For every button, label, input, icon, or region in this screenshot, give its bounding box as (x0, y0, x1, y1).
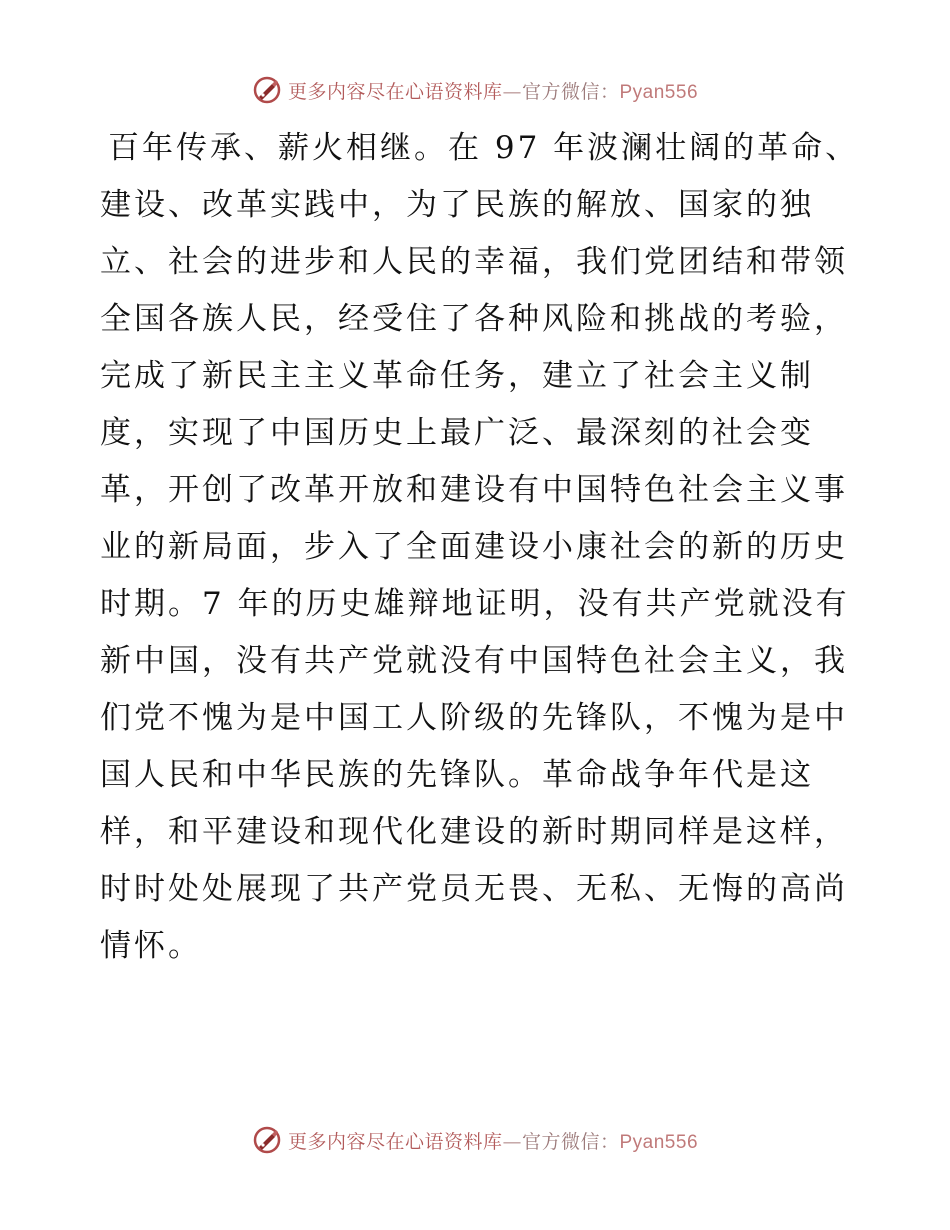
body-paragraph: 百年传承、薪火相继。在 97 年波澜壮阔的革命、建设、改革实践中，为了民族的解放、国家的独立、社会的进步和人民的幸福，我们党团结和带领全国各族人民，经受住了各种风险和挑战的考验，完成了新民主主义革命任务，建立了社会主义制度，实现了中国历史上最广泛、最深刻的社会变革，开创了改革开放和建设有中国特色社会主义事业的新局面，步入了全面建设小康社会的新的历史时期。7 年的历史雄辩地证明，没有共产党就没有新中国，没有共产党就没有中国特色社会主义，我们党不愧为是中国工人阶级的先锋队，不愧为是中国人民和中华民族的先锋队。革命战争年代是这样，和平建设和现代化建设的新时期同样是这样，时时处处展现了共产党员无畏、无私、无悔的高尚情怀。 (100, 130, 860, 964)
header-banner-lead: 更多内容尽在心语资料库 (287, 80, 503, 103)
pen-nib-logo-icon (252, 1125, 282, 1155)
footer-banner-wechat-id: Pyan556 (619, 1131, 699, 1153)
footer-banner (0, 1120, 950, 1160)
header-banner (0, 70, 950, 110)
document-body (100, 120, 860, 975)
footer-banner-text (288, 1127, 698, 1154)
header-banner-text (288, 77, 698, 104)
footer-banner-wechat-label: 官方微信： (521, 1130, 620, 1153)
footer-banner-separator: — (502, 1130, 522, 1153)
header-banner-wechat-label: 官方微信： (521, 80, 620, 103)
header-banner-separator: — (502, 80, 522, 103)
footer-banner-lead: 更多内容尽在心语资料库 (287, 1130, 503, 1153)
header-banner-wechat-id: Pyan556 (619, 81, 699, 103)
pen-nib-logo-icon (252, 75, 282, 105)
